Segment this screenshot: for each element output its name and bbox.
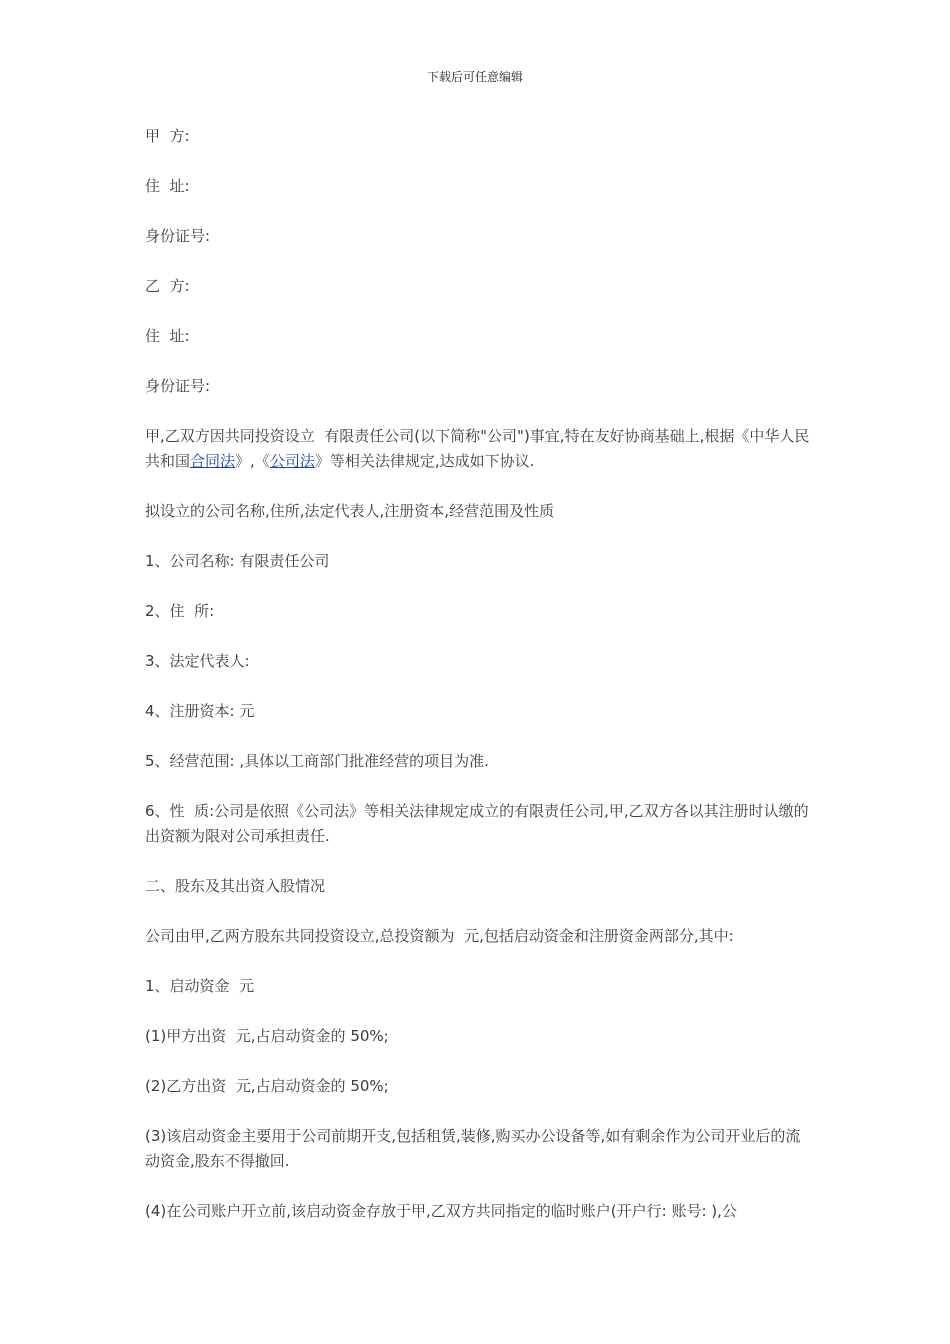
party-b-address-label: 住 址: xyxy=(145,327,190,345)
clause-registered-capital: 4、注册资本: 元 xyxy=(145,702,255,720)
page-header: 下载后可任意编辑 xyxy=(426,70,523,84)
clause-startup-capital: 1、启动资金 元 xyxy=(145,977,255,995)
party-b-label: 乙 方: xyxy=(145,277,190,295)
party-a-address-label: 住 址: xyxy=(145,177,190,195)
document-body xyxy=(145,124,810,1249)
party-a-id-label: 身份证号: xyxy=(145,227,211,245)
clause-domicile: 2、住 所: xyxy=(145,602,215,620)
clause-company-name: 1、公司名称: 有限责任公司 xyxy=(145,552,330,570)
party-b-id-label: 身份证号: xyxy=(145,377,211,395)
clause-temporary-account: (4)在公司账户开立前,该启动资金存放于甲,乙双方共同指定的临时账户(开户行: 账号: ),公 xyxy=(145,1202,737,1220)
intro-text-1: 甲,乙双方因共同投资设立 有限责任公司(以下简称"公司")事宜,特在友好协商基础上,根据《中华人民共和国 xyxy=(145,427,810,470)
intro-text-3: 》等相关法律规定,达成如下协议. xyxy=(314,452,535,470)
contract-law-link[interactable]: 合同法 xyxy=(190,452,236,470)
clause-business-scope: 5、经营范围: ,具体以工商部门批准经营的项目为准. xyxy=(145,752,489,770)
intro-paragraph xyxy=(145,424,810,474)
party-a-label: 甲 方: xyxy=(145,127,190,145)
clause-capital-usage: (3)该启动资金主要用于公司前期开支,包括租赁,装修,购买办公设备等,如有剩余作为公司开业后的流动资金,股东不得撤回. xyxy=(145,1127,801,1170)
clause-nature: 6、性 质:公司是依照《公司法》等相关法律规定成立的有限责任公司,甲,乙双方各以其注册时认缴的出资额为限对公司承担责任. xyxy=(145,802,809,845)
intro-text-2: 》,《 xyxy=(235,452,270,470)
clause-legal-representative: 3、法定代表人: xyxy=(145,652,250,670)
clause-party-b-contribution: (2)乙方出资 元,占启动资金的 50%; xyxy=(145,1077,389,1095)
clause-party-a-contribution: (1)甲方出资 元,占启动资金的 50%; xyxy=(145,1027,389,1045)
company-law-link[interactable]: 公司法 xyxy=(269,452,315,470)
section-company-info-heading: 拟设立的公司名称,住所,法定代表人,注册资本,经营范围及性质 xyxy=(145,502,555,520)
section-shareholders-heading: 二、股东及其出资入股情况 xyxy=(145,877,326,895)
clause-total-investment: 公司由甲,乙两方股东共同投资设立,总投资额为 元,包括启动资金和注册资金两部分,其中: xyxy=(145,927,734,945)
